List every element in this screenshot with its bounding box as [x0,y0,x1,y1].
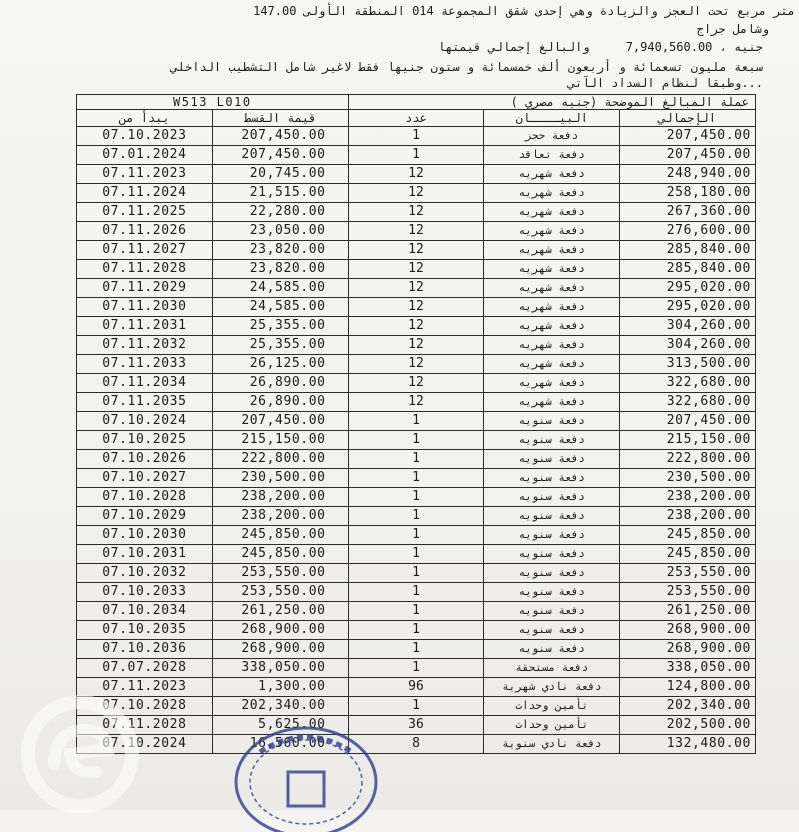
row-description: دفعة شهريه [484,184,620,203]
row-description: دفعة سنويه [484,450,620,469]
table-row [77,298,756,317]
row-description: دفعة سنويه [484,412,620,431]
row-installment: 338,050.00 [212,659,348,678]
row-installment: 245,850.00 [212,526,348,545]
row-date: 07.11.2024 [77,184,213,203]
row-installment: 253,550.00 [212,564,348,583]
table-row [77,678,756,697]
table-row [77,545,756,564]
row-description: دفعة تعاقد [484,146,620,165]
row-installment: 268,900.00 [212,640,348,659]
row-installment: 23,050.00 [212,222,348,241]
row-description: دفعة شهريه [484,241,620,260]
table-row [77,260,756,279]
row-description: دفعة شهريه [484,317,620,336]
row-count: 8 [348,735,484,754]
row-total: 238,200.00 [620,488,756,507]
row-total: 202,340.00 [620,697,756,716]
row-total: 267,360.00 [620,203,756,222]
row-count: 12 [348,222,484,241]
row-date: 07.01.2024 [77,146,213,165]
row-count: 12 [348,260,484,279]
row-description: دفعة سنويه [484,621,620,640]
row-total: 207,450.00 [620,127,756,146]
row-count: 12 [348,279,484,298]
row-date: 07.11.2031 [77,317,213,336]
row-count: 1 [348,545,484,564]
row-total: 304,260.00 [620,336,756,355]
row-installment: 261,250.00 [212,602,348,621]
row-description: دفعة شهريه [484,260,620,279]
row-description: دفعة سنويه [484,545,620,564]
row-count: 1 [348,469,484,488]
row-count: 1 [348,621,484,640]
row-count: 12 [348,393,484,412]
header-line-4 [171,60,763,74]
row-total: 313,500.00 [620,355,756,374]
row-count: 1 [348,450,484,469]
table-row [77,374,756,393]
row-total: 268,900.00 [620,621,756,640]
row-date: 07.10.2024 [77,735,213,754]
row-count: 12 [348,184,484,203]
table-header-row [77,110,756,127]
row-date: 07.10.2028 [77,697,213,716]
table-row [77,184,756,203]
row-total: 285,840.00 [620,241,756,260]
row-date: 07.10.2025 [77,431,213,450]
row-total: 295,020.00 [620,279,756,298]
header-line-1-text: متر مربع تحت العجز والزيادة وهي إحدى شقق المجموعة 014 المنطقة الأولى [303,4,795,18]
row-total: 207,450.00 [620,146,756,165]
table-row [77,355,756,374]
total-label: والبالغ إجمالي قيمتها [437,40,590,54]
row-date: 07.07.2028 [77,659,213,678]
row-date: 07.10.2036 [77,640,213,659]
row-total: 261,250.00 [620,602,756,621]
row-total: 322,680.00 [620,393,756,412]
row-total: 253,550.00 [620,564,756,583]
header-line-2-text: وشامل جراج [696,22,769,36]
row-total: 222,800.00 [620,450,756,469]
row-count: 1 [348,412,484,431]
header-line-3 [438,40,763,54]
row-count: 1 [348,697,484,716]
row-installment: 16,560.00 [212,735,348,754]
column-header-date: يبدأ من [77,110,213,127]
table-row [77,507,756,526]
table-row [77,697,756,716]
row-count: 12 [348,241,484,260]
row-installment: 20,745.00 [212,165,348,184]
row-date: 07.10.2026 [77,450,213,469]
header-line-1 [253,4,795,18]
row-description: دفعة حجز [484,127,620,146]
table-row [77,279,756,298]
row-date: 07.11.2023 [77,165,213,184]
row-date: 07.11.2023 [77,678,213,697]
row-installment: 26,890.00 [212,393,348,412]
table-row [77,716,756,735]
row-description: دفعة سنويه [484,507,620,526]
row-date: 07.11.2032 [77,336,213,355]
row-description: دفعة شهريه [484,222,620,241]
row-description: دفعة مستحقة [484,659,620,678]
table-row [77,735,756,754]
row-date: 07.10.2034 [77,602,213,621]
row-description: دفعة شهريه [484,336,620,355]
row-description: دفعة سنويه [484,526,620,545]
row-total: 238,200.00 [620,507,756,526]
row-date: 07.11.2028 [77,716,213,735]
row-installment: 215,150.00 [212,431,348,450]
row-installment: 207,450.00 [212,146,348,165]
row-count: 1 [348,431,484,450]
row-count: 12 [348,203,484,222]
row-date: 07.10.2035 [77,621,213,640]
row-total: 268,900.00 [620,640,756,659]
payment-system-intro: وطبقا لنظام السداد الآتي... [567,76,763,90]
table-meta-row [77,95,756,110]
row-date: 07.10.2030 [77,526,213,545]
amount-in-words: سبعة مليون تسعمائة و أربعون ألف خمسمائة و ستون جنيها فقط لاغير شامل التشطيب الداخلي [170,60,763,74]
table-row [77,222,756,241]
row-description: دفعة شهريه [484,298,620,317]
row-description: تأمين وحدات [484,716,620,735]
row-date: 07.10.2024 [77,412,213,431]
row-date: 07.11.2029 [77,279,213,298]
row-count: 12 [348,317,484,336]
row-installment: 207,450.00 [212,412,348,431]
table-row [77,640,756,659]
table-row [77,127,756,146]
row-count: 1 [348,127,484,146]
row-installment: 23,820.00 [212,260,348,279]
header-line-2 [697,22,769,36]
table-row [77,469,756,488]
row-count: 12 [348,374,484,393]
row-count: 1 [348,602,484,621]
row-installment: 26,125.00 [212,355,348,374]
table-row [77,412,756,431]
table-row [77,393,756,412]
row-description: دفعة شهريه [484,203,620,222]
table-row [77,336,756,355]
row-description: دفعة سنويه [484,602,620,621]
row-date: 07.10.2027 [77,469,213,488]
row-installment: 245,850.00 [212,545,348,564]
row-date: 07.11.2034 [77,374,213,393]
column-header-count: عدد [348,110,484,127]
row-count: 1 [348,146,484,165]
table-row [77,146,756,165]
row-description: دفعة سنويه [484,564,620,583]
total-unit: جنيه ، [719,40,763,54]
table-row [77,564,756,583]
row-count: 1 [348,640,484,659]
row-description: دفعة سنويه [484,469,620,488]
total-amount: 7,940,560.00 [625,40,713,54]
row-date: 07.11.2026 [77,222,213,241]
row-count: 1 [348,583,484,602]
table-row [77,203,756,222]
row-description: دفعة نادي شهرية [484,678,620,697]
row-count: 12 [348,355,484,374]
row-count: 96 [348,678,484,697]
row-total: 230,500.00 [620,469,756,488]
row-installment: 207,450.00 [212,127,348,146]
row-date: 07.11.2025 [77,203,213,222]
currency-note: عملة المبالغ الموضحة (جنيه مصري ) [348,95,755,110]
row-total: 215,150.00 [620,431,756,450]
row-date: 07.10.2028 [77,488,213,507]
row-installment: 238,200.00 [212,488,348,507]
table-row [77,621,756,640]
row-installment: 230,500.00 [212,469,348,488]
column-header-total: الإجمالي [620,110,756,127]
row-installment: 22,280.00 [212,203,348,222]
row-total: 276,600.00 [620,222,756,241]
row-description: دفعة شهريه [484,279,620,298]
table-row [77,488,756,507]
column-header-description: البيــــان [484,110,620,127]
row-date: 07.11.2028 [77,260,213,279]
row-total: 285,840.00 [620,260,756,279]
row-description: دفعة شهريه [484,393,620,412]
row-count: 36 [348,716,484,735]
row-description: دفعة سنويه [484,488,620,507]
row-installment: 5,625.00 [212,716,348,735]
row-total: 258,180.00 [620,184,756,203]
table-row [77,317,756,336]
row-count: 1 [348,526,484,545]
table-row [77,241,756,260]
row-total: 253,550.00 [620,583,756,602]
row-total: 124,800.00 [620,678,756,697]
row-count: 1 [348,488,484,507]
row-total: 207,450.00 [620,412,756,431]
payment-schedule-table [76,94,756,754]
area-value: 147.00 [253,4,297,18]
row-date: 07.10.2029 [77,507,213,526]
row-date: 07.10.2033 [77,583,213,602]
row-total: 245,850.00 [620,545,756,564]
row-total: 338,050.00 [620,659,756,678]
row-installment: 25,355.00 [212,336,348,355]
row-installment: 23,820.00 [212,241,348,260]
row-installment: 26,890.00 [212,374,348,393]
column-header-installment: قيمة القسط [212,110,348,127]
row-description: دفعة شهريه [484,165,620,184]
row-total: 304,260.00 [620,317,756,336]
row-date: 07.11.2035 [77,393,213,412]
row-description: دفعة نادي سنوية [484,735,620,754]
table-row [77,659,756,678]
row-description: دفعة سنويه [484,640,620,659]
table-row [77,526,756,545]
row-installment: 1,300.00 [212,678,348,697]
row-count: 1 [348,507,484,526]
row-count: 1 [348,659,484,678]
row-count: 12 [348,298,484,317]
row-installment: 222,800.00 [212,450,348,469]
row-total: 248,940.00 [620,165,756,184]
row-description: تأمين وحدات [484,697,620,716]
row-date: 07.11.2033 [77,355,213,374]
unit-codes: W513 L010 [77,95,349,110]
row-count: 1 [348,564,484,583]
row-date: 07.11.2027 [77,241,213,260]
row-date: 07.10.2031 [77,545,213,564]
row-date: 07.10.2032 [77,564,213,583]
row-date: 07.10.2023 [77,127,213,146]
row-installment: 24,585.00 [212,279,348,298]
row-total: 202,500.00 [620,716,756,735]
row-installment: 21,515.00 [212,184,348,203]
row-description: دفعة شهريه [484,355,620,374]
row-total: 245,850.00 [620,526,756,545]
row-description: دفعة سنويه [484,431,620,450]
header-line-5 [568,76,763,90]
row-count: 12 [348,165,484,184]
table-row [77,583,756,602]
row-description: دفعة سنويه [484,583,620,602]
row-installment: 238,200.00 [212,507,348,526]
table-row [77,431,756,450]
row-installment: 202,340.00 [212,697,348,716]
table-row [77,602,756,621]
row-installment: 24,585.00 [212,298,348,317]
row-description: دفعة شهريه [484,374,620,393]
row-installment: 253,550.00 [212,583,348,602]
row-count: 12 [348,336,484,355]
row-total: 322,680.00 [620,374,756,393]
row-total: 132,480.00 [620,735,756,754]
row-installment: 268,900.00 [212,621,348,640]
row-date: 07.11.2030 [77,298,213,317]
table-row [77,450,756,469]
table-row [77,165,756,184]
row-installment: 25,355.00 [212,317,348,336]
row-total: 295,020.00 [620,298,756,317]
